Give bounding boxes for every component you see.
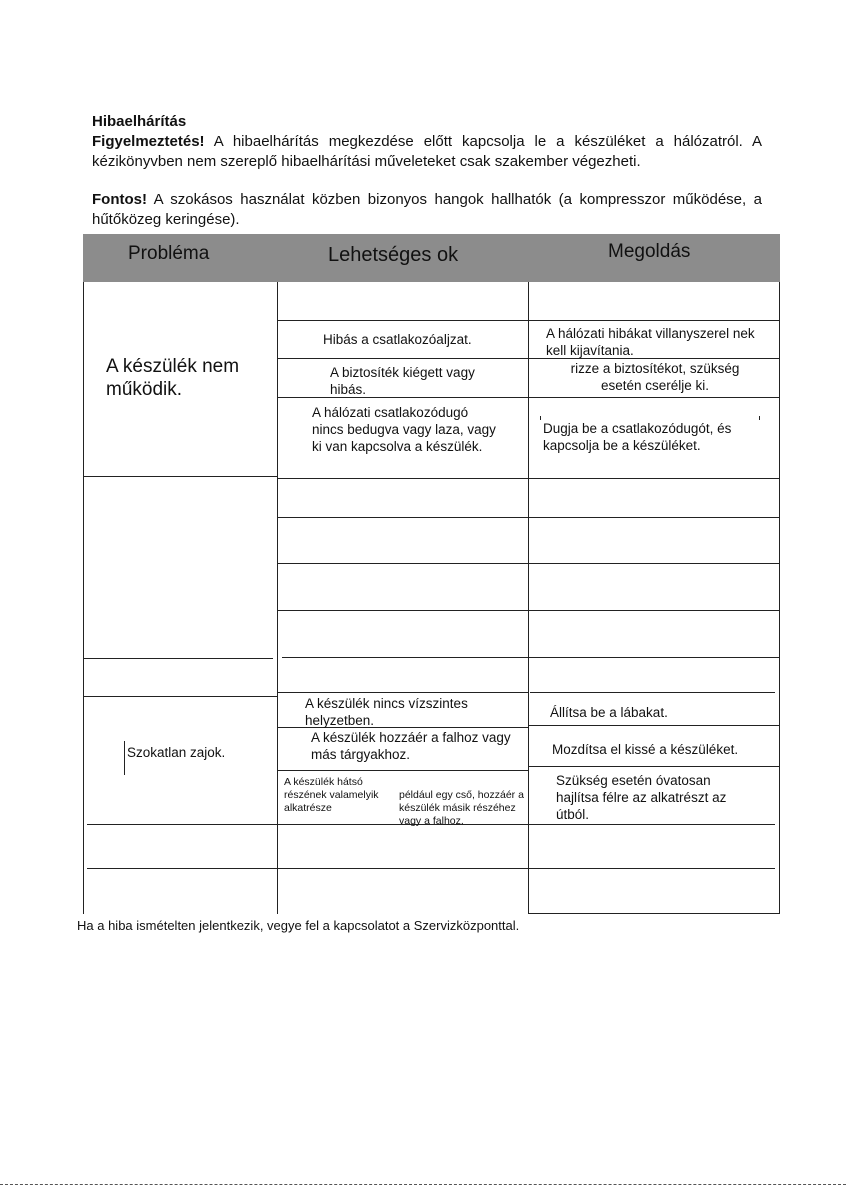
warning-label: Figyelmeztetés! (92, 133, 205, 150)
cause-rear-part-b: például egy cső, hozzáér a készülék másik részéhez vagy a falhoz. (399, 789, 524, 827)
footer-note: Ha a hiba ismételten jelentkezik, vegye fel a kapcsolatot a Szervizközponttal. (77, 918, 520, 933)
important-text: A szokásos használat közben bizonyos hangok hallhatók (a kompresszor működése, a hűtőközeg keringése). (92, 191, 762, 228)
page-bottom-border (0, 1184, 846, 1185)
header-problem: Probléma (128, 243, 210, 264)
solution-fuse: rizze a biztosítékot, szükség esetén cserélje ki. (570, 361, 740, 393)
cause-rear-part-a: A készülék hátsó részének valamelyik alkatrésze (284, 776, 379, 814)
table-header (83, 234, 780, 282)
warning-text: A hibaelhárítás megkezdése előtt kapcsolja le a készüléket a hálózatról. A kézikönyvben nem szereplő hibaelhárítási műveleteket csak szakember végezheti. (92, 133, 762, 170)
header-solution: Megoldás (608, 241, 691, 262)
cause-faulty-socket: Hibás a csatlakozóaljzat. (323, 332, 472, 347)
solution-not-level: Állítsa be a lábakat. (550, 705, 668, 720)
important-label: Fontos! (92, 191, 147, 208)
important-paragraph (92, 190, 762, 230)
solution-rear-part: Szükség esetén óvatosan hajlítsa félre az alkatrészt az útból. (556, 773, 727, 822)
cause-fuse: A biztosíték kiégett vagy hibás. (330, 365, 475, 397)
header-cause: Lehetséges ok (328, 244, 459, 266)
solution-plug: Dugja be a csatlakozódugót, és kapcsolja be a készüléket. (543, 421, 732, 453)
problem-unusual-noise: Szokatlan zajok. (127, 745, 226, 760)
cause-not-level: A készülék nincs vízszintes helyzetben. (305, 696, 468, 728)
cause-plug: A hálózati csatlakozódugó nincs bedugva vagy laza, vagy ki van kapcsolva a készülék. (312, 405, 496, 454)
cause-touching-wall: A készülék hozzáér a falhoz vagy más tárgyakhoz. (311, 730, 511, 762)
warning-paragraph (92, 132, 762, 172)
solution-faulty-socket: A hálózati hibákat villanyszerel nek kell kijavítania. (546, 326, 755, 358)
section-heading: Hibaelhárítás (92, 113, 187, 130)
problem-not-working: A készülék nem működik. (106, 356, 240, 400)
solution-touching-wall: Mozdítsa el kissé a készüléket. (552, 742, 739, 757)
